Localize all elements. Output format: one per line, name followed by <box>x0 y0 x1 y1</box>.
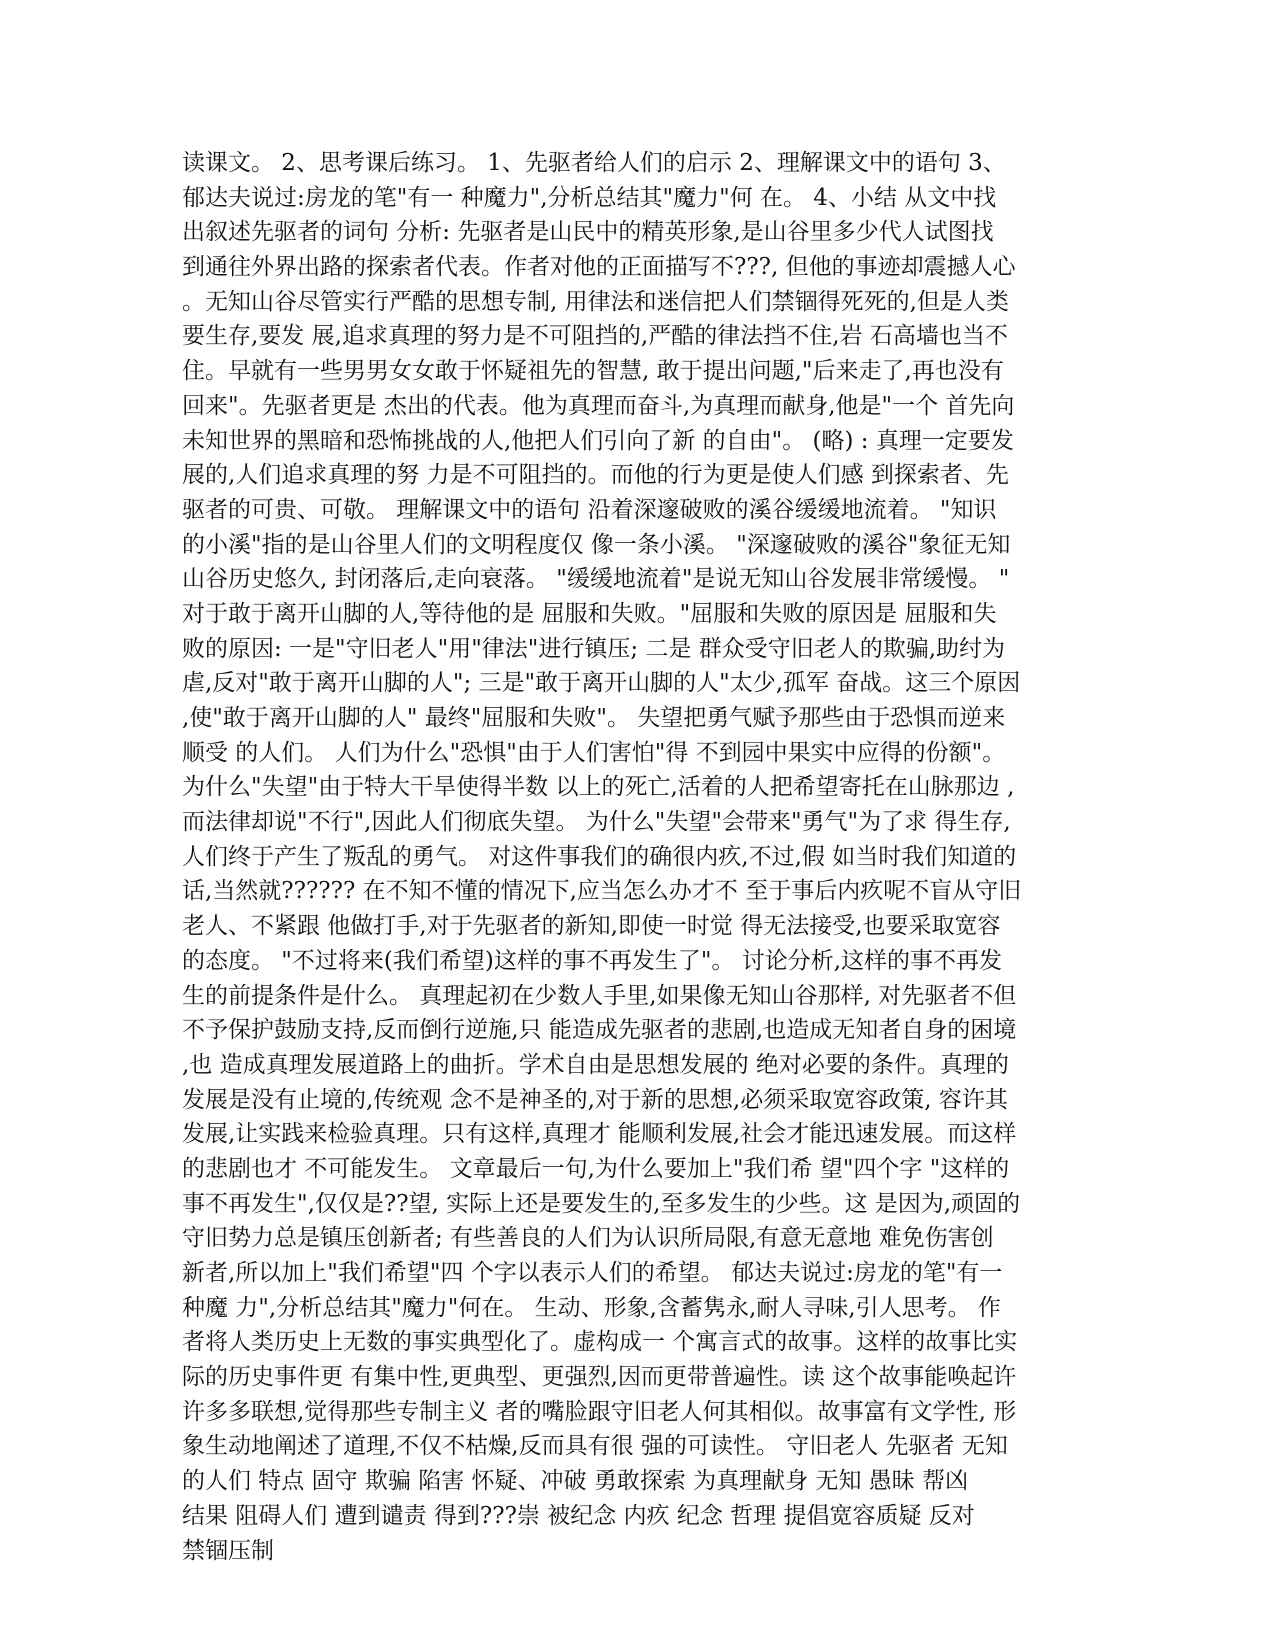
text-line: 到通往外界出路的探索者代表。作者对他的正面描写不???, 但他的事迹却震撼人心 <box>182 254 1016 281</box>
text-line: 守旧势力总是镇压创新者; 有些善良的人们为认识所局限,有意无意地 难免伤害创 <box>182 1225 994 1252</box>
text-line: 山谷历史悠久, 封闭落后,走向衰落。 "缓缓地流着"是说无知山谷发展非常缓慢。 " <box>182 566 1010 593</box>
text-line: 者将人类历史上无数的事实典型化了。虚构成一 个寓言式的故事。这样的故事比实 <box>182 1329 1018 1356</box>
text-line: 事不再发生",仅仅是??望, 实际上还是要发生的,至多发生的少些。这 是因为,顽固的 <box>182 1190 1021 1217</box>
text-line: 结果 阻碍人们 遭到谴责 得到???崇 被纪念 内疚 纪念 哲理 提倡宽容质疑 反对 <box>182 1502 975 1529</box>
text-line: 未知世界的黑暗和恐怖挑战的人,他把人们引向了新 的自由"。 (略) : 真理一定要发 <box>182 427 1014 454</box>
text-line: 郁达夫说过:房龙的笔"有一 种魔力",分析总结其"魔力"何 在。 4、小结 从文中找 <box>182 184 997 211</box>
text-line: 展的,人们追求真理的努 力是不可阻挡的。而他的行为更是使人们感 到探索者、先 <box>182 462 1009 489</box>
text-line: 顺受 的人们。 人们为什么"恐惧"由于人们害怕"得 不到园中果实中应得的份额"。 <box>182 739 1006 766</box>
text-line: 驱者的可贵、可敬。 理解课文中的语句 沿着深邃破败的溪谷缓缓地流着。 "知识 <box>182 496 997 523</box>
text-line: 虐,反对"敢于离开山脚的人"; 三是"敢于离开山脚的人"太少,孤军 奋战。这三个原因 <box>182 670 1021 697</box>
text-line: 住。早就有一些男男女女敢于怀疑祖先的智慧, 敢于提出问题,"后来走了,再也没有 <box>182 358 1004 385</box>
text-line: 发展是没有止境的,传统观 念不是神圣的,对于新的思想,必须采取宽容政策, 容许其 <box>182 1086 1008 1113</box>
text-line: 读课文。 2、思考课后练习。 1、先驱者给人们的启示 2、理解课文中的语句 3、 <box>182 150 1006 176</box>
text-line: ,使"敢于离开山脚的人" 最终"屈服和失败"。 失望把勇气赋予那些由于恐惧而逆来 <box>182 705 1006 731</box>
text-line: 种魔 力",分析总结其"魔力"何在。 生动、形象,含蓄隽永,耐人寻味,引人思考。 作 <box>182 1294 1001 1321</box>
text-line: 象生动地阐述了道理,不仅不枯燥,反而具有很 强的可读性。 守旧老人 先驱者 无知 <box>182 1433 1008 1460</box>
text-line: 回来"。先驱者更是 杰出的代表。他为真理而奋斗,为真理而献身,他是"一个 首先向 <box>182 392 1015 419</box>
text-line: 对于敢于离开山脚的人,等待他的是 屈服和失败。"屈服和失败的原因是 屈服和失 <box>182 600 997 627</box>
text-line: 新者,所以加上"我们希望"四 个字以表示人们的希望。 郁达夫说过:房龙的笔"有一 <box>182 1260 1003 1286</box>
text-line: ,也 造成真理发展道路上的曲折。学术自由是思想发展的 绝对必要的条件。真理的 <box>182 1051 1009 1078</box>
text-line: 许多多联想,觉得那些专制主义 者的嘴脸跟守旧老人何其相似。故事富有文学性, 形 <box>182 1398 1017 1425</box>
text-line: 要生存,要发 展,追求真理的努力是不可阻挡的,严酷的律法挡不住,岩 石高墙也当不 <box>182 323 1008 350</box>
text-line: 败的原因: 一是"守旧老人"用"律法"进行镇压; 二是 群众受守旧老人的欺骗,助纣为 <box>182 635 1006 662</box>
text-line: 生的前提条件是什么。 真理起初在少数人手里,如果像无知山谷那样, 对先驱者不但 <box>182 982 1017 1009</box>
text-line: 发展,让实践来检验真理。只有这样,真理才 能顺利发展,社会才能迅速发展。而这样 <box>182 1121 1017 1148</box>
body-text <box>182 146 1094 1568</box>
text-line: 出叙述先驱者的词句 分析: 先驱者是山民中的精英形象,是山谷里多少代人试图找 <box>182 219 994 246</box>
text-line: 为什么"失望"由于特大干旱使得半数 以上的死亡,活着的人把希望寄托在山脉那边 , <box>182 774 1015 801</box>
text-line: 的人们 特点 固守 欺骗 陷害 怀疑、冲破 勇敢探索 为真理献身 无知 愚昧 帮凶 <box>182 1468 969 1495</box>
text-line: 话,当然就?????? 在不知不懂的情况下,应当怎么办才不 至于事后内疚呢不盲从守旧 <box>182 878 1022 905</box>
text-line: 。无知山谷尽管实行严酷的思想专制, 用律法和迷信把人们禁锢得死死的,但是人类 <box>182 288 1009 315</box>
text-line: 不予保护鼓励支持,反而倒行逆施,只 能造成先驱者的悲剧,也造成无知者自身的困境 <box>182 1017 1017 1044</box>
text-line: 而法律却说"不行",因此人们彻底失望。 为什么"失望"会带来"勇气"为了求 得生存, <box>182 809 1011 836</box>
text-line: 老人、不紧跟 他做打手,对于先驱者的新知,即使一时觉 得无法接受,也要采取宽容 <box>182 913 1001 940</box>
text-line: 的态度。 "不过将来(我们希望)这样的事不再发生了"。 讨论分析,这样的事不再发 <box>182 947 1003 974</box>
text-line: 的悲剧也才 不可能发生。 文章最后一句,为什么要加上"我们希 望"四个字 "这样的 <box>182 1155 1010 1182</box>
text-line: 禁锢压制 <box>182 1537 274 1564</box>
text-line: 的小溪"指的是山谷里人们的文明程度仅 像一条小溪。 "深邃破败的溪谷"象征无知 <box>182 531 1011 558</box>
text-line: 际的历史事件更 有集中性,更典型、更强烈,因而更带普遍性。读 这个故事能唤起许 <box>182 1364 1017 1391</box>
text-line: 人们终于产生了叛乱的勇气。 对这件事我们的确很内疚,不过,假 如当时我们知道的 <box>182 843 1017 870</box>
